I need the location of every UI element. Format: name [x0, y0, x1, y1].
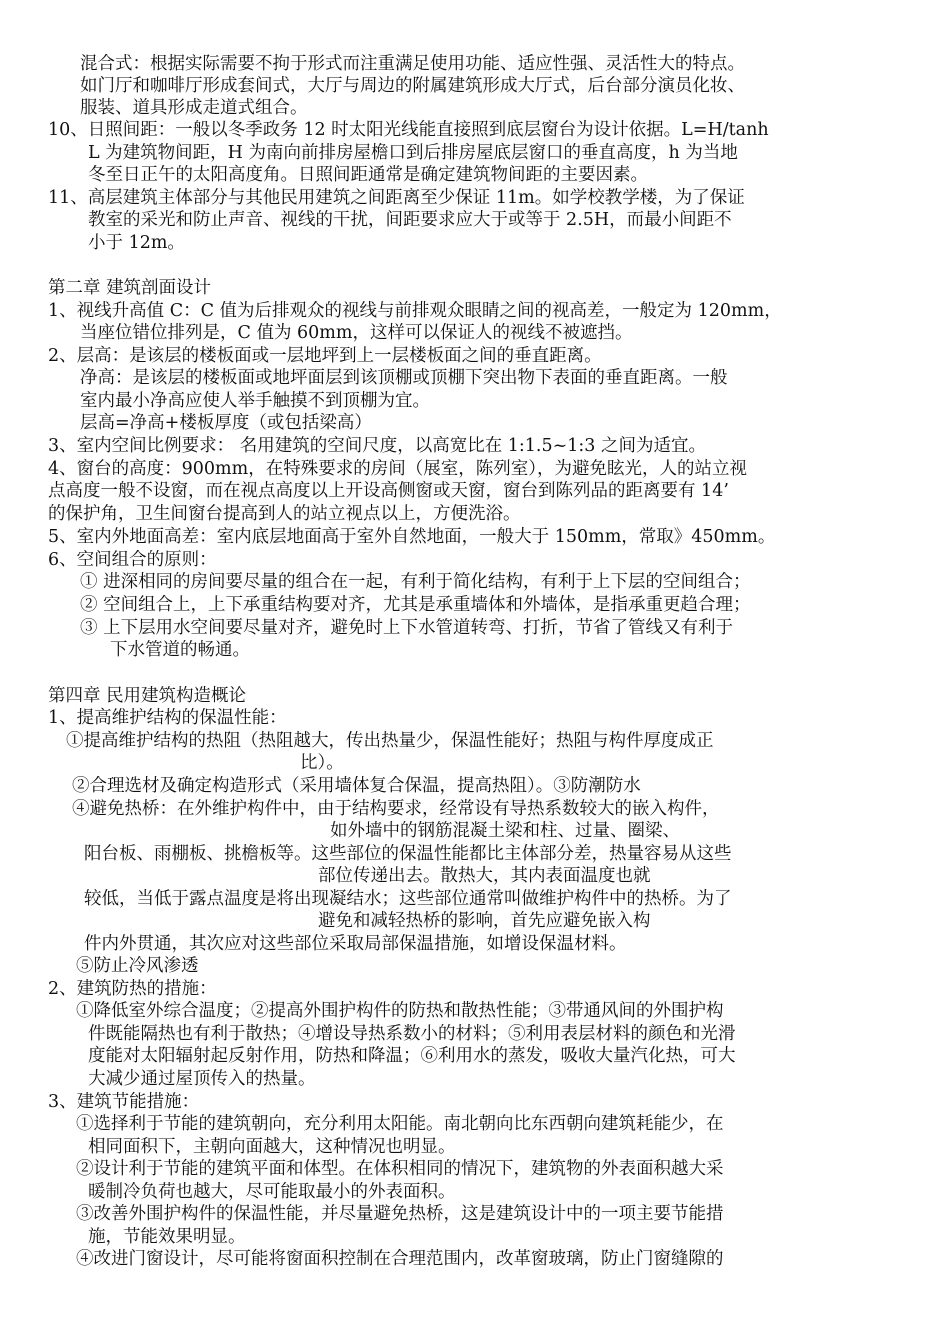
text-line: ①降低室外综合温度；②提高外围护构件的防热和散热性能；③带通风间的外围护构: [76, 1001, 724, 1021]
text-line: 相同面积下，主朝向面越大，这种情况也明显。: [88, 1137, 456, 1157]
text-line: 小于 12m。: [88, 233, 185, 253]
text-line: 部位传递出去。散热大，其内表面温度也就: [318, 866, 651, 886]
text-line: 比）。: [300, 753, 344, 773]
text-line: 服装、道具形成走道式组合。: [80, 98, 308, 118]
text-line: 的保护角，卫生间窗台提高到人的站立视点以上，方便洗浴。: [48, 504, 521, 524]
text-line: 4、窗台的高度：900mm，在特殊要求的房间（展室，陈列室），为避免眩光，人的站立视: [48, 459, 747, 479]
text-line: 件既能隔热也有利于散热；④增设导热系数小的材料；⑤利用表层材料的颜色和光滑: [88, 1024, 736, 1044]
text-line: 第四章 民用建筑构造概论: [48, 686, 247, 706]
text-line: ①选择利于节能的建筑朝向，充分利用太阳能。南北朝向比东西朝向建筑耗能少，在: [76, 1114, 724, 1134]
text-line: ④改进门窗设计，尽可能将窗面积控制在合理范围内，改革窗玻璃，防止门窗缝隙的: [76, 1249, 724, 1269]
text-line: 1、视线升高值 C：C 值为后排观众的视线与前排观众眼睛之间的视高差，一般定为 120mm，: [48, 301, 782, 321]
text-line: 室内最小净高应使人举手触摸不到顶棚为宜。: [80, 391, 430, 411]
text-line: L 为建筑物间距，H 为南向前排房屋檐口到后排房屋底层窗口的垂直高度，h 为当地: [88, 143, 738, 163]
text-line: 2、层高：是该层的楼板面或一层地坪到上一层楼板面之间的垂直距离。: [48, 346, 602, 366]
text-line: 件内外贯通，其次应对这些部位采取局部保温措施，如增设保温材料。: [84, 934, 627, 954]
text-line: ① 进深相同的房间要尽量的组合在一起，有利于简化结构，有利于上下层的空间组合；: [80, 572, 751, 592]
text-line: 阳台板、雨棚板、挑檐板等。这些部位的保温性能都比主体部分差，热量容易从这些: [84, 844, 732, 864]
text-line: 暖制冷负荷也越大，尽可能取最小的外表面积。: [88, 1182, 456, 1202]
text-line: ④避免热桥：在外维护构件中，由于结构要求，经常设有导热系数较大的嵌入构件，: [72, 799, 720, 819]
text-line: ②设计利于节能的建筑平面和体型。在体积相同的情况下，建筑物的外表面积越大采: [76, 1159, 724, 1179]
text-line: 教室的采光和防止声音、视线的干扰，间距要求应大于或等于 2.5H，而最小间距不: [88, 210, 732, 230]
text-line: 层高=净高+楼板厚度（或包括梁高）: [80, 413, 372, 433]
text-line: ②合理选材及确定构造形式（采用墙体复合保温，提高热阻）。③防潮防水: [72, 776, 641, 796]
text-line: 混合式：根据实际需要不拘于形式而注重满足使用功能、适应性强、灵活性大的特点。: [80, 54, 745, 74]
text-line: 3、室内空间比例要求： 名用建筑的空间尺度，以高宽比在 1:1.5~1:3 之间为适宜。: [48, 436, 707, 456]
text-line: 10、日照间距：一般以冬季政务 12 时太阳光线能直接照到底层窗台为设计依据。L=H/tanh: [48, 120, 769, 140]
text-line: 下水管道的畅通。: [110, 640, 250, 660]
text-line: 如外墙中的钢筋混凝土梁和柱、过量、圈梁、: [330, 821, 680, 841]
text-line: 施，节能效果明显。: [88, 1227, 246, 1247]
text-line: ③ 上下层用水空间要尽量对齐，避免时上下水管道转弯、打折，节省了管线又有利于: [80, 618, 734, 638]
text-line: ③改善外围护构件的保温性能，并尽量避免热桥，这是建筑设计中的一项主要节能措: [76, 1204, 724, 1224]
text-line: 3、建筑节能措施：: [48, 1092, 200, 1112]
text-line: 净高：是该层的楼板面或地坪面层到该顶棚或顶棚下突出物下表面的垂直距离。一般: [80, 368, 728, 388]
text-line: ⑤防止冷风渗透: [76, 956, 199, 976]
text-line: 较低，当低于露点温度是将出现凝结水；这些部位通常叫做维护构件中的热桥。为了: [84, 889, 732, 909]
text-line: 5、室内外地面高差：室内底层地面高于室外自然地面，一般大于 150mm，常取》450mm。: [48, 527, 776, 547]
text-line: 11、高层建筑主体部分与其他民用建筑之间距离至少保证 11m。如学校教学楼，为了保证: [48, 188, 745, 208]
text-line: 如门厅和咖啡厅形成套间式，大厅与周边的附属建筑形成大厅式，后台部分演员化妆、: [80, 76, 745, 96]
text-line: 避免和减轻热桥的影响，首先应避免嵌入构: [318, 911, 651, 931]
text-line: 大减少通过屋顶传入的热量。: [88, 1069, 316, 1089]
text-line: 度能对太阳辐射起反射作用，防热和降温；⑥利用水的蒸发，吸收大量汽化热，可大: [88, 1046, 736, 1066]
text-line: ①提高维护结构的热阻（热阻越大，传出热量少，保温性能好；热阻与构件厚度成正: [66, 731, 714, 751]
text-line: 2、建筑防热的措施：: [48, 979, 217, 999]
text-line: 6、空间组合的原则：: [48, 550, 217, 570]
text-line: ② 空间组合上，上下承重结构要对齐，尤其是承重墙体和外墙体，是指承重更趋合理；: [80, 595, 751, 615]
text-line: 点高度一般不设窗，而在视点高度以上开设高侧窗或天窗，窗台到陈列品的距离要有 14’: [48, 481, 729, 501]
text-line: 1、提高维护结构的保温性能：: [48, 708, 287, 728]
text-line: 第二章 建筑剖面设计: [48, 278, 212, 298]
text-line: 冬至日正午的太阳高度角。日照间距通常是确定建筑物间距的主要因素。: [88, 165, 648, 185]
text-line: 当座位错位排列是，C 值为 60mm，这样可以保证人的视线不被遮挡。: [80, 323, 633, 343]
